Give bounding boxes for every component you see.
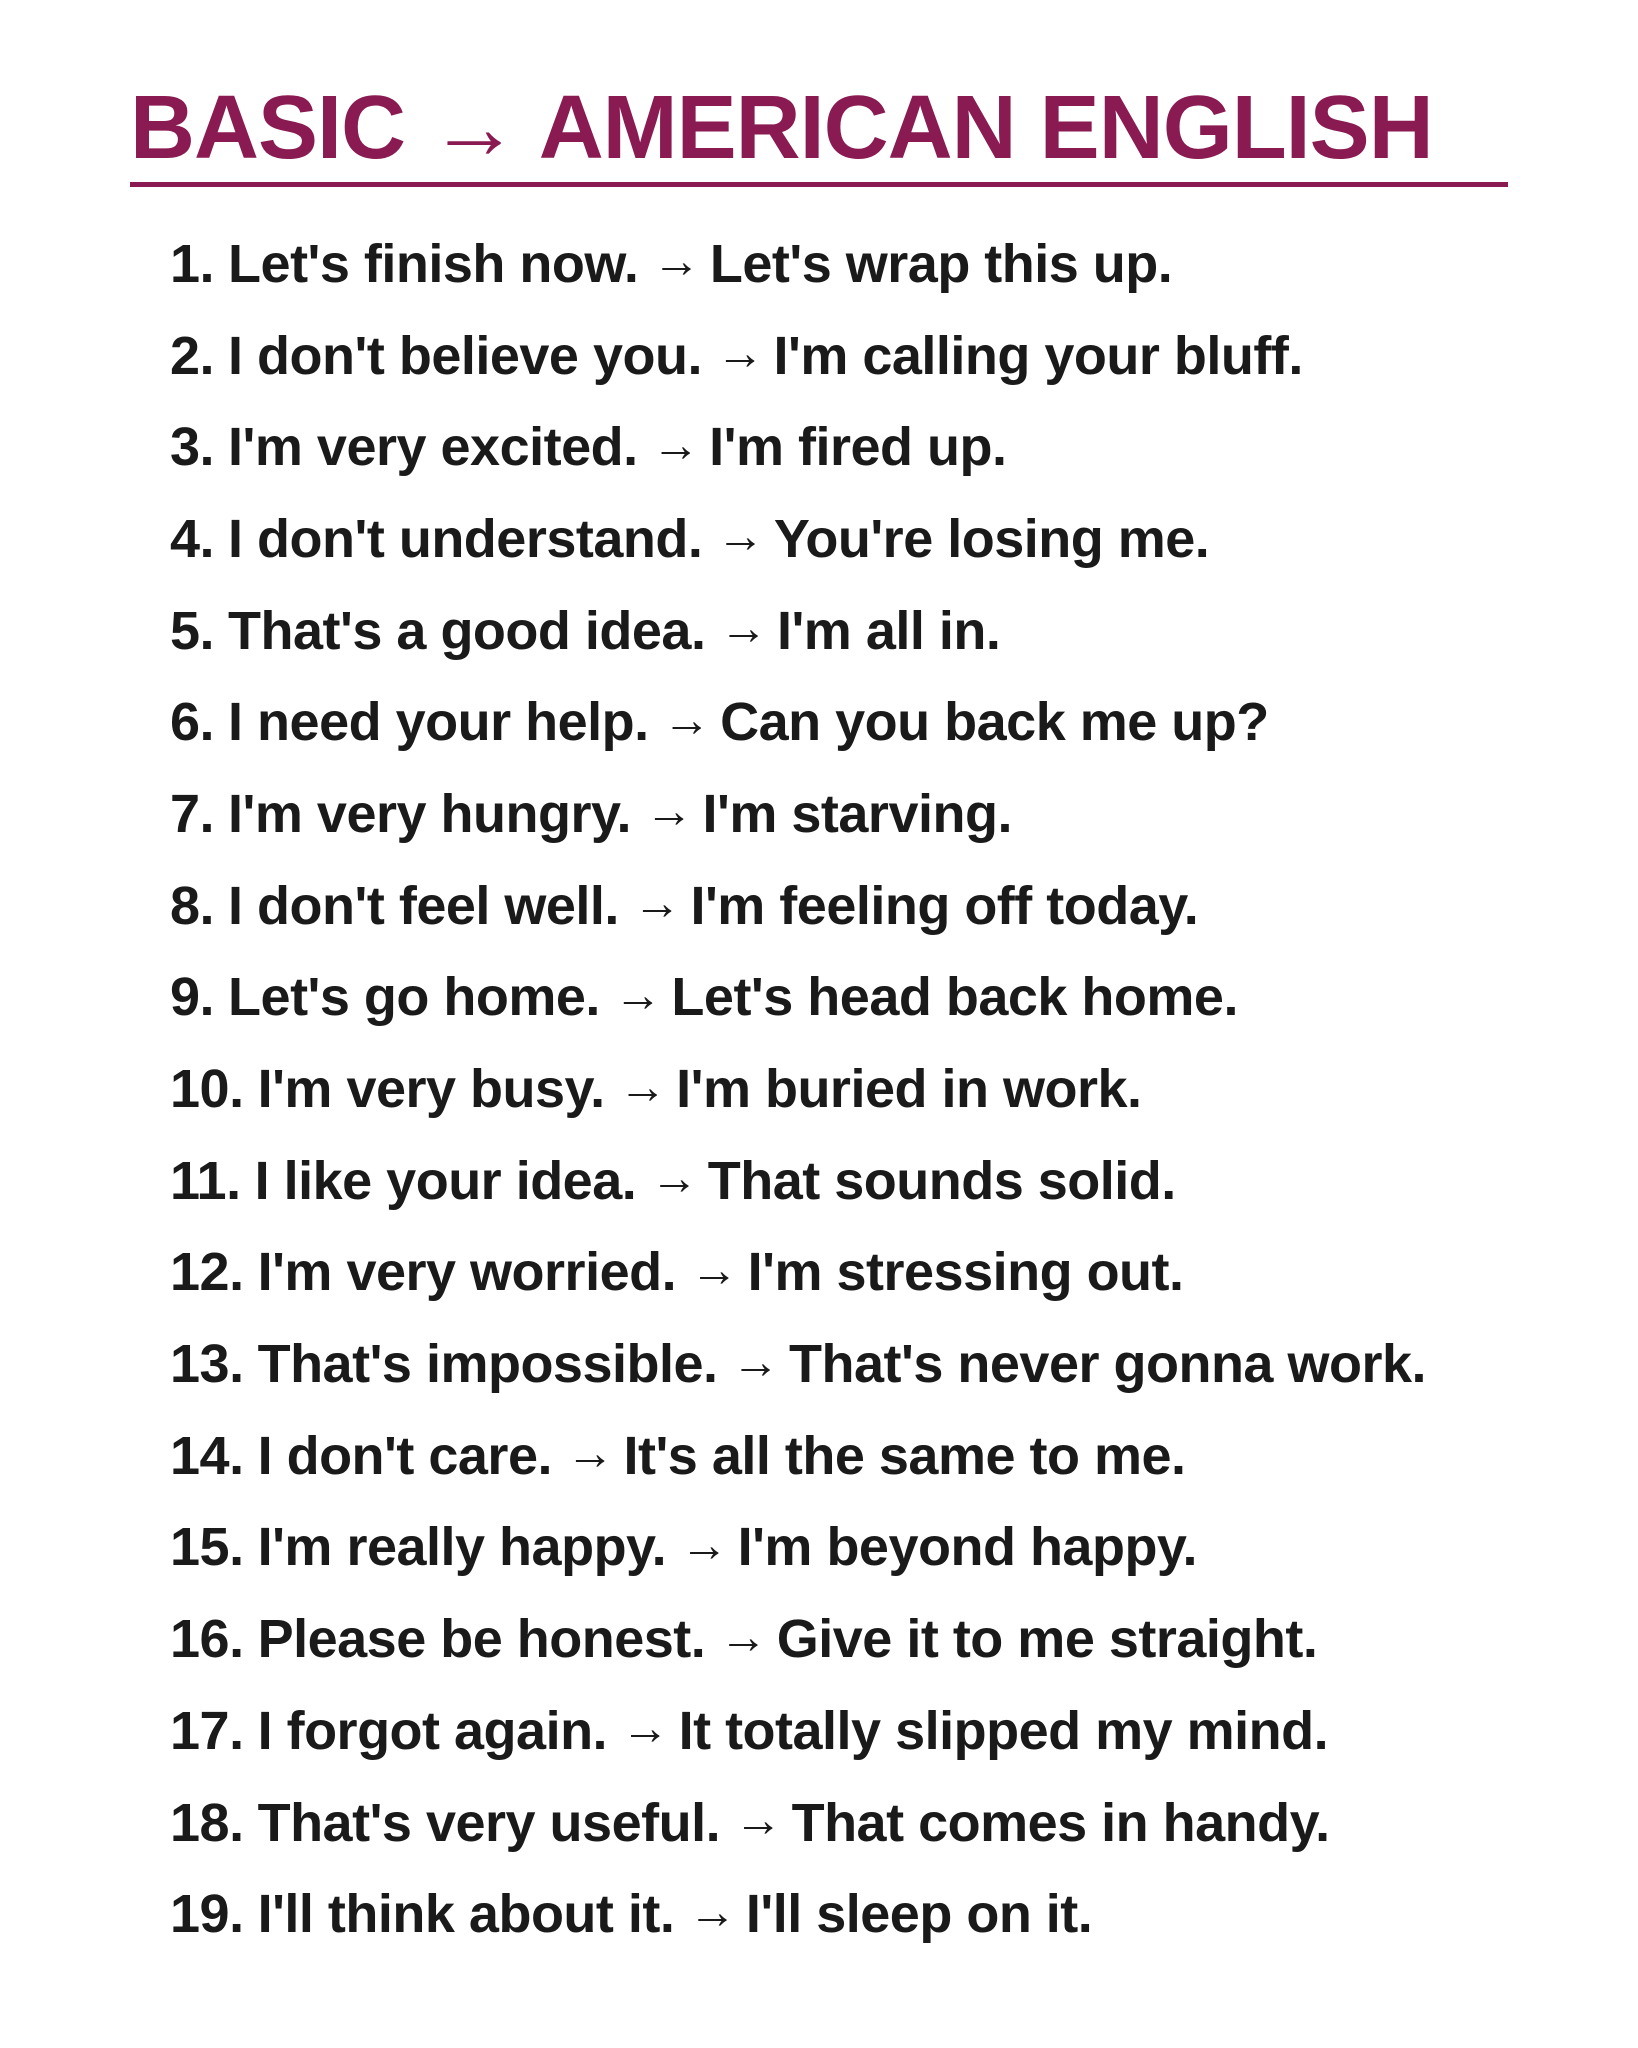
arrow-right-icon: →: [680, 1518, 728, 1572]
american-phrase: I'm stressing out.: [747, 1242, 1184, 1303]
american-phrase: I'm starving.: [702, 783, 1012, 844]
arrow-right-icon: →: [613, 968, 662, 1022]
phrase-row: [170, 401, 1570, 493]
header: [130, 78, 1508, 187]
american-phrase: I'm fired up.: [709, 417, 1007, 478]
phrase-row: [170, 768, 1570, 860]
page-title: BASIC → AMERICAN ENGLISH: [130, 78, 1433, 178]
phrase-row: [170, 1685, 1570, 1777]
phrase-number: 9.: [170, 967, 215, 1028]
basic-phrase: Let's go home.: [228, 967, 600, 1028]
arrow-right-icon: →: [719, 602, 767, 656]
american-phrase: It totally slipped my mind.: [678, 1700, 1329, 1761]
arrow-right-icon: →: [621, 1702, 669, 1756]
phrase-number: 8.: [170, 875, 215, 936]
american-phrase: Let's head back home.: [671, 967, 1238, 1028]
phrase-list: [170, 218, 1570, 1960]
basic-phrase: That's a good idea.: [228, 600, 706, 661]
phrase-number: 3.: [170, 417, 215, 478]
phrase-number: 12.: [170, 1242, 244, 1303]
american-phrase: It's all the same to me.: [623, 1425, 1186, 1486]
basic-phrase: I like your idea.: [254, 1150, 637, 1211]
phrase-number: 13.: [170, 1334, 244, 1395]
american-phrase: I'm beyond happy.: [737, 1517, 1197, 1578]
arrow-right-icon: →: [688, 1885, 736, 1939]
phrase-row: [170, 310, 1570, 402]
phrase-row: [170, 1043, 1570, 1135]
basic-phrase: I don't believe you.: [228, 325, 702, 386]
phrase-number: 2.: [170, 325, 215, 386]
american-phrase: Let's wrap this up.: [709, 233, 1173, 294]
american-phrase: That comes in handy.: [791, 1792, 1330, 1853]
arrow-right-icon: →: [645, 785, 693, 839]
basic-phrase: I don't feel well.: [228, 875, 619, 936]
basic-phrase: I'm very hungry.: [228, 783, 632, 844]
phrase-row: [170, 676, 1570, 768]
phrase-number: 7.: [170, 783, 215, 844]
basic-phrase: I'm very excited.: [228, 417, 638, 478]
phrase-number: 5.: [170, 600, 215, 661]
basic-phrase: That's impossible.: [257, 1334, 718, 1395]
phrase-row: [170, 1410, 1570, 1502]
arrow-right-icon: →: [719, 1610, 767, 1664]
basic-phrase: I'm very busy.: [257, 1059, 605, 1120]
basic-phrase: That's very useful.: [257, 1792, 721, 1853]
phrase-number: 19.: [170, 1884, 244, 1945]
american-phrase: I'm feeling off today.: [690, 875, 1199, 936]
arrow-right-icon: →: [565, 1427, 614, 1481]
phrase-number: 4.: [170, 508, 215, 569]
basic-phrase: I don't care.: [257, 1425, 552, 1486]
phrase-number: 11.: [170, 1150, 241, 1211]
phrase-row: [170, 1593, 1570, 1685]
phrase-number: 18.: [170, 1792, 244, 1853]
basic-phrase: Please be honest.: [257, 1609, 706, 1670]
arrow-right-icon: →: [652, 235, 700, 289]
basic-phrase: I forgot again.: [257, 1700, 608, 1761]
american-phrase: Give it to me straight.: [776, 1609, 1318, 1670]
basic-phrase: I need your help.: [228, 692, 649, 753]
phrase-row: [170, 1227, 1570, 1319]
phrase-number: 6.: [170, 692, 215, 753]
american-phrase: That sounds solid.: [707, 1150, 1176, 1211]
phrase-number: 14.: [170, 1425, 244, 1486]
american-phrase: That's never gonna work.: [789, 1334, 1427, 1395]
title-underline: [130, 182, 1508, 187]
phrase-row: [170, 585, 1570, 677]
arrow-right-icon: →: [618, 1060, 667, 1114]
american-phrase: I'm calling your bluff.: [773, 325, 1303, 386]
american-phrase: You're losing me.: [773, 508, 1210, 569]
american-phrase: I'll sleep on it.: [745, 1884, 1093, 1945]
basic-phrase: I'm really happy.: [257, 1517, 667, 1578]
arrow-right-icon: →: [690, 1243, 738, 1297]
phrase-row: [170, 218, 1570, 310]
phrase-row: [170, 1868, 1570, 1960]
phrase-row: [170, 860, 1570, 952]
basic-phrase: I don't understand.: [228, 508, 703, 569]
arrow-right-icon: →: [715, 327, 764, 381]
american-phrase: I'm buried in work.: [676, 1059, 1142, 1120]
arrow-right-icon: →: [731, 1335, 780, 1389]
arrow-right-icon: →: [662, 693, 711, 747]
arrow-right-icon: →: [716, 510, 764, 564]
phrase-number: 16.: [170, 1609, 244, 1670]
american-phrase: I'm all in.: [776, 600, 1001, 661]
phrase-number: 10.: [170, 1059, 244, 1120]
arrow-right-icon: →: [650, 1152, 698, 1206]
phrase-row: [170, 493, 1570, 585]
arrow-right-icon: →: [734, 1794, 782, 1848]
basic-phrase: I'm very worried.: [257, 1242, 677, 1303]
arrow-right-icon: →: [651, 418, 700, 472]
phrase-row: [170, 1135, 1570, 1227]
phrase-row: [170, 952, 1570, 1044]
phrase-number: 15.: [170, 1517, 244, 1578]
american-phrase: Can you back me up?: [720, 692, 1269, 753]
phrase-number: 17.: [170, 1700, 244, 1761]
phrase-row: [170, 1318, 1570, 1410]
phrase-row: [170, 1777, 1570, 1869]
phrase-number: 1.: [170, 233, 215, 294]
basic-phrase: Let's finish now.: [228, 233, 639, 294]
basic-phrase: I'll think about it.: [257, 1884, 675, 1945]
phrase-row: [170, 1502, 1570, 1594]
arrow-right-icon: →: [632, 877, 681, 931]
